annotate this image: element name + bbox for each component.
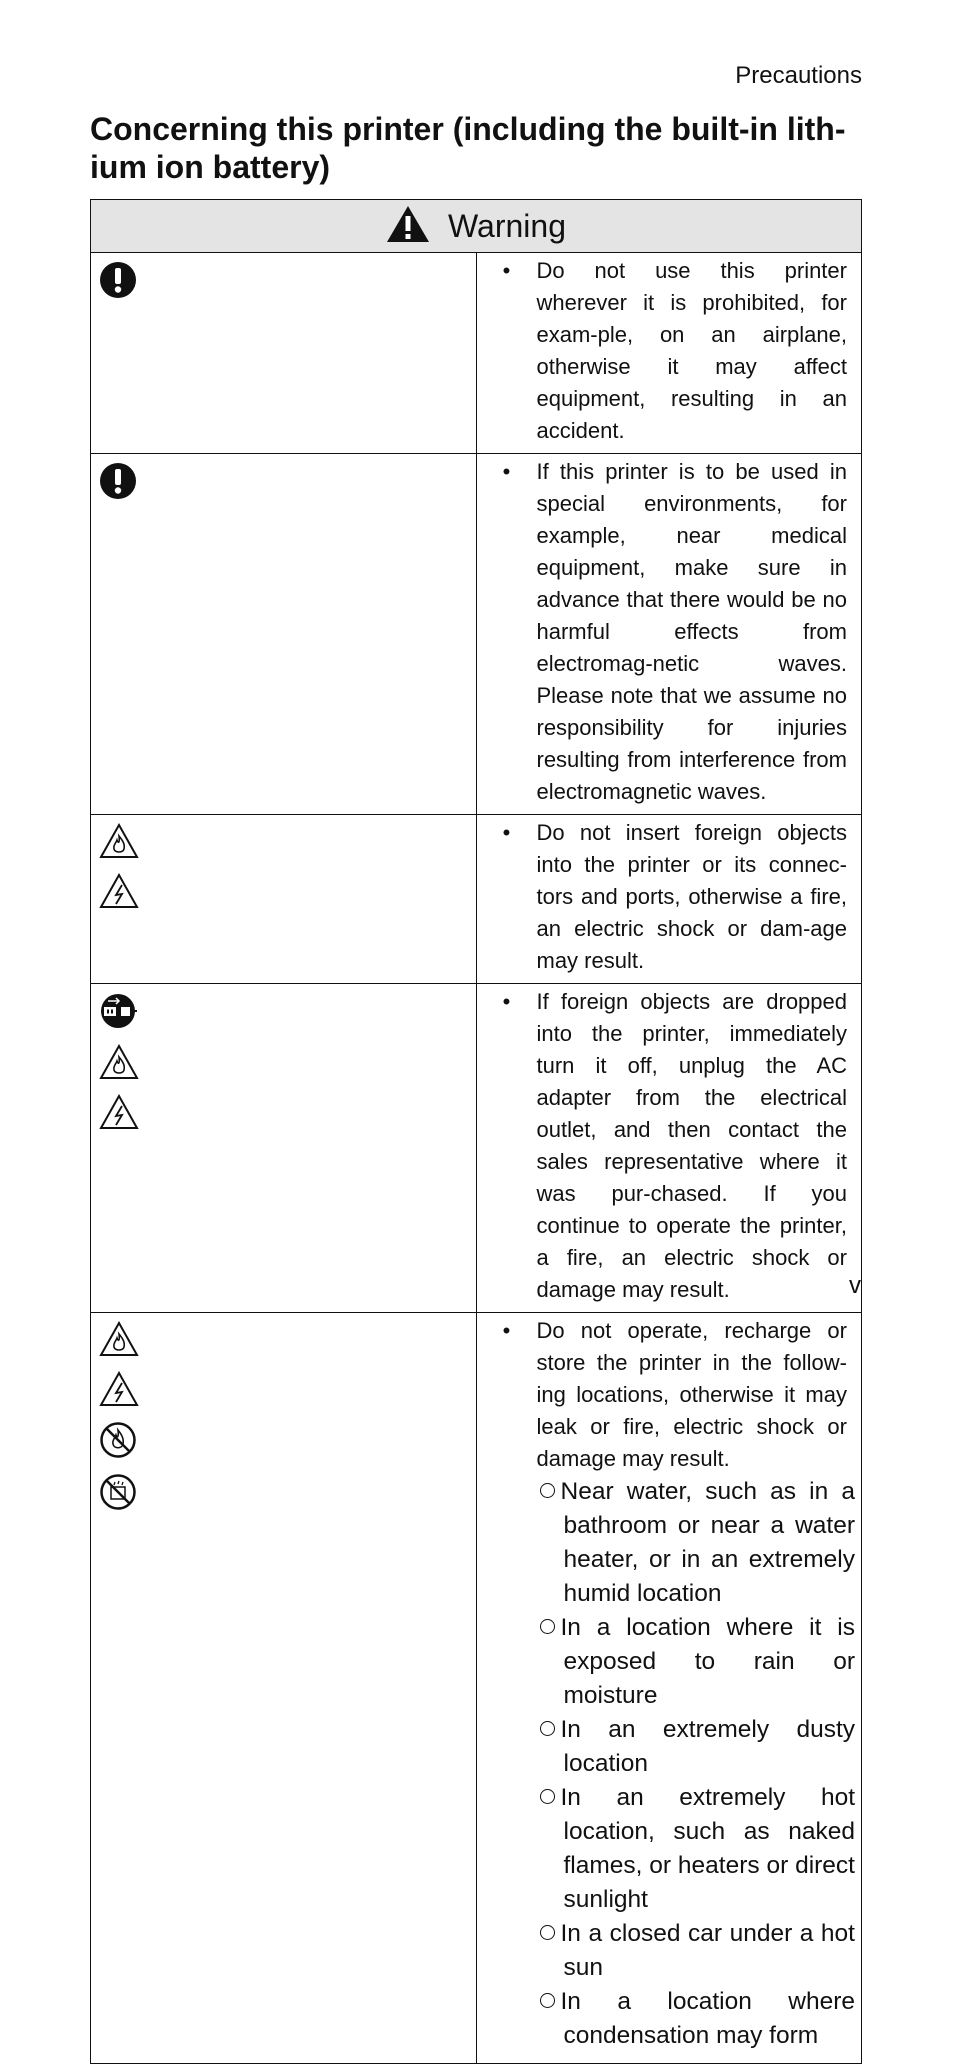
circle-bullet-icon: [540, 1789, 555, 1804]
header-section-label: Precautions: [735, 62, 862, 89]
list-item: In a location where it is exposed to rain or moisture: [540, 1611, 856, 1713]
fire-hazard-icon: [99, 1321, 476, 1357]
warning-row: [91, 253, 862, 454]
no-fire-icon: [99, 1421, 476, 1459]
electric-shock-icon: [99, 1094, 476, 1130]
warning-text: If foreign objects are dropped into the printer, immediately turn it off, unplug the AC adapter from the electrical outlet, and then contact the sales representative where it was pur-chased. If you continue to operate the printer, a fire, an electric shock or damage may result.: [536, 989, 847, 1302]
bullet: •: [502, 989, 511, 1014]
warning-triangle-icon: [386, 205, 430, 248]
list-item: Near water, such as in a bathroom or near a water heater, or in an extremely humid location: [540, 1475, 856, 1611]
warning-text: Do not use this printer wherever it is prohibited, for exam-ple, on an airplane, otherwise it may affect equipment, resulting in an accident.: [536, 258, 847, 443]
list-item: In a location where condensation may form: [540, 1985, 856, 2053]
list-item: In an extremely dusty location: [540, 1713, 856, 1781]
no-water-icon: [99, 1473, 476, 1511]
list-item: In an extremely hot location, such as naked flames, or heaters or direct sunlight: [540, 1781, 856, 1917]
warning-text: Do not insert foreign objects into the printer or its connec-tors and ports, otherwise a fire, an electric shock or dam-age may result.: [536, 820, 847, 973]
fire-hazard-icon: [99, 1044, 476, 1080]
location-list: [417, 1475, 855, 2057]
circle-bullet-icon: [540, 1925, 555, 1940]
bullet: •: [502, 258, 511, 283]
bullet: •: [502, 820, 511, 845]
circle-bullet-icon: [540, 1619, 555, 1634]
page-title: Concerning this printer (including the built-in lith-ium ion battery): [90, 111, 846, 185]
circle-bullet-icon: [540, 1483, 555, 1498]
warning-row: [91, 815, 862, 984]
warning-text: Do not operate, recharge or store the printer in the follow-ing locations, otherwise it may leak or fire, electric shock or damage may result.: [536, 1318, 847, 1471]
circle-bullet-icon: [540, 1993, 555, 2008]
mandatory-action-icon: [99, 261, 476, 299]
bullet: •: [502, 459, 511, 484]
warning-row: [91, 454, 862, 815]
warning-row: [91, 1313, 862, 2064]
warning-heading: Warning: [448, 207, 566, 244]
warning-row: [91, 984, 862, 1313]
electric-shock-icon: [99, 1371, 476, 1407]
warning-text: If this printer is to be used in special environments, for example, near medical equipment, make sure in advance that there would be no harmful effects from electromag-netic waves. Please note that we assume no responsibility for injuries resulting from interference from electromagnetic waves.: [536, 459, 847, 804]
warning-header-row: [91, 200, 862, 253]
page-number: v: [849, 1272, 861, 1299]
unplug-icon: [99, 992, 476, 1030]
circle-bullet-icon: [540, 1721, 555, 1736]
list-item: In a closed car under a hot sun: [540, 1917, 856, 1985]
mandatory-action-icon: [99, 462, 476, 500]
bullet: •: [502, 1318, 511, 1343]
electric-shock-icon: [99, 873, 476, 909]
fire-hazard-icon: [99, 823, 476, 859]
warning-table: [90, 199, 862, 2064]
